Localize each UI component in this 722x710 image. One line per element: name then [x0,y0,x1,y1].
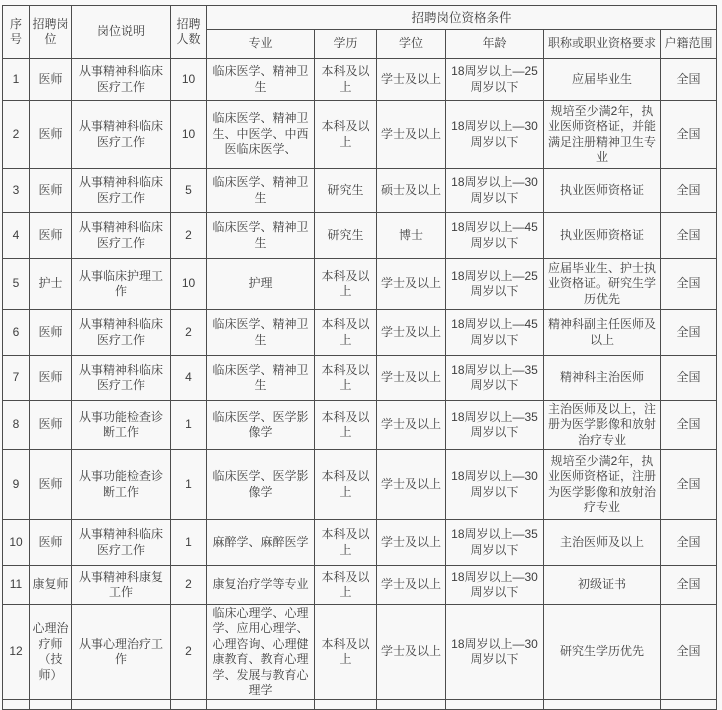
cell-no: 12 [3,605,30,700]
cell-education: 本科及以上 [315,356,377,401]
cell-description: 从事精神科临床医疗工作 [72,356,171,401]
cell-major: 临床心理学、心理学、应用心理学、心理咨询、心理健康教育、教育心理学、发展与教育心理学 [207,605,315,700]
cell-region: 全国 [661,450,717,520]
cell-degree: 学士及以上 [377,59,446,101]
empty-cell [72,700,171,710]
cell-education: 本科及以上 [315,101,377,169]
table-footer [3,700,717,710]
cell-region: 全国 [661,59,717,101]
cell-description: 从事精神科临床医疗工作 [72,101,171,169]
cell-age: 18周岁以上—30周岁以下 [446,566,544,605]
cell-age: 18周岁以上—35周岁以下 [446,520,544,566]
cell-major: 临床医学、精神卫生 [207,59,315,101]
cell-degree: 硕士及以上 [377,169,446,213]
cell-degree: 学士及以上 [377,520,446,566]
cell-qualification: 应届毕业生 [544,59,661,101]
cell-major: 临床医学、精神卫生 [207,310,315,356]
cell-count: 10 [171,59,207,101]
cell-position: 医师 [30,520,72,566]
header-count: 招聘人数 [171,6,207,59]
cell-major: 麻醉学、麻醉医学 [207,520,315,566]
cell-no: 9 [3,450,30,520]
table-row [3,566,717,605]
cell-count: 2 [171,310,207,356]
cell-no: 2 [3,101,30,169]
cell-no: 10 [3,520,30,566]
cell-qualification: 执业医师资格证 [544,169,661,213]
cell-count: 1 [171,520,207,566]
cell-description: 从事精神科康复工作 [72,566,171,605]
cell-education: 本科及以上 [315,566,377,605]
empty-cell [544,700,661,710]
cell-no: 4 [3,213,30,259]
cell-degree: 学士及以上 [377,401,446,450]
cell-no: 6 [3,310,30,356]
table-row [3,401,717,450]
cell-qualification: 研究生学历优先 [544,605,661,700]
cell-count: 2 [171,605,207,700]
cell-education: 本科及以上 [315,310,377,356]
cell-count: 2 [171,213,207,259]
cell-degree: 学士及以上 [377,310,446,356]
cell-age: 18周岁以上—30周岁以下 [446,101,544,169]
cell-education: 本科及以上 [315,450,377,520]
cell-region: 全国 [661,259,717,310]
cell-qualification: 规培至少满2年，执业医师资格证，并能满足注册精神卫生专业 [544,101,661,169]
cell-degree: 学士及以上 [377,605,446,700]
header-degree: 学位 [377,30,446,59]
cell-age: 18周岁以上—25周岁以下 [446,59,544,101]
cell-no: 3 [3,169,30,213]
cell-position: 康复师 [30,566,72,605]
cell-age: 18周岁以上—30周岁以下 [446,605,544,700]
table-row [3,520,717,566]
table-header [3,6,717,59]
cell-education: 本科及以上 [315,401,377,450]
cell-qualification: 精神科主治医师 [544,356,661,401]
table-body [3,59,717,700]
header-qualification: 职称或职业资格要求 [544,30,661,59]
cell-degree: 学士及以上 [377,101,446,169]
table-row [3,59,717,101]
cell-position: 护士 [30,259,72,310]
cell-position: 医师 [30,101,72,169]
cell-no: 8 [3,401,30,450]
cell-qualification: 规培至少满2年，执业医师资格证，注册为医学影像和放射治疗专业 [544,450,661,520]
cell-description: 从事精神科临床医疗工作 [72,169,171,213]
cell-region: 全国 [661,566,717,605]
cell-qualification: 精神科副主任医师及以上 [544,310,661,356]
cell-description: 从事功能检查诊断工作 [72,401,171,450]
cell-education: 研究生 [315,213,377,259]
cell-position: 医师 [30,169,72,213]
cell-count: 4 [171,356,207,401]
cell-major: 临床医学、精神卫生 [207,356,315,401]
empty-trailing-row [3,700,717,710]
cell-region: 全国 [661,310,717,356]
cell-major: 临床医学、精神卫生 [207,213,315,259]
cell-education: 本科及以上 [315,59,377,101]
cell-count: 10 [171,101,207,169]
cell-region: 全国 [661,213,717,259]
header-education: 学历 [315,30,377,59]
cell-age: 18周岁以上—35周岁以下 [446,356,544,401]
cell-description: 从事精神科临床医疗工作 [72,310,171,356]
empty-cell [3,700,30,710]
cell-degree: 学士及以上 [377,259,446,310]
cell-age: 18周岁以上—30周岁以下 [446,450,544,520]
cell-position: 医师 [30,356,72,401]
table-row [3,450,717,520]
cell-description: 从事临床护理工作 [72,259,171,310]
empty-cell [30,700,72,710]
cell-qualification: 主治医师及以上 [544,520,661,566]
cell-qualification: 执业医师资格证 [544,213,661,259]
cell-age: 18周岁以上—25周岁以下 [446,259,544,310]
cell-position: 医师 [30,450,72,520]
cell-region: 全国 [661,101,717,169]
cell-description: 从事精神科临床医疗工作 [72,520,171,566]
cell-region: 全国 [661,169,717,213]
cell-major: 临床医学、医学影像学 [207,401,315,450]
cell-description: 从事精神科临床医疗工作 [72,213,171,259]
header-no: 序号 [3,6,30,59]
empty-cell [446,700,544,710]
cell-description: 从事精神科临床医疗工作 [72,59,171,101]
cell-no: 11 [3,566,30,605]
table-row [3,101,717,169]
header-description: 岗位说明 [72,6,171,59]
cell-no: 5 [3,259,30,310]
cell-no: 1 [3,59,30,101]
cell-count: 1 [171,401,207,450]
cell-qualification: 初级证书 [544,566,661,605]
cell-count: 5 [171,169,207,213]
empty-cell [171,700,207,710]
cell-position: 医师 [30,59,72,101]
cell-qualification: 应届毕业生、护士执业资格证。研究生学历优先 [544,259,661,310]
header-major: 专业 [207,30,315,59]
cell-count: 10 [171,259,207,310]
cell-age: 18周岁以上—45周岁以下 [446,213,544,259]
cell-education: 本科及以上 [315,520,377,566]
cell-education: 本科及以上 [315,605,377,700]
table-row [3,169,717,213]
cell-degree: 学士及以上 [377,356,446,401]
header-row-group [3,6,717,30]
cell-major: 临床医学、医学影像学 [207,450,315,520]
cell-position: 医师 [30,401,72,450]
cell-degree: 学士及以上 [377,450,446,520]
header-region: 户籍范围 [661,30,717,59]
cell-major: 康复治疗学等专业 [207,566,315,605]
cell-description: 从事心理治疗工作 [72,605,171,700]
cell-major: 护理 [207,259,315,310]
empty-cell [377,700,446,710]
cell-major: 临床医学、精神卫生、中医学、中西医临床医学、 [207,101,315,169]
empty-cell [315,700,377,710]
cell-position: 心理治疗师（技师） [30,605,72,700]
cell-position: 医师 [30,213,72,259]
cell-education: 本科及以上 [315,259,377,310]
header-age: 年龄 [446,30,544,59]
cell-education: 研究生 [315,169,377,213]
cell-region: 全国 [661,356,717,401]
cell-region: 全国 [661,605,717,700]
cell-degree: 学士及以上 [377,566,446,605]
cell-age: 18周岁以上—30周岁以下 [446,169,544,213]
cell-degree: 博士 [377,213,446,259]
empty-cell [661,700,717,710]
cell-age: 18周岁以上—35周岁以下 [446,401,544,450]
cell-count: 2 [171,566,207,605]
cell-count: 1 [171,450,207,520]
header-qualification-group: 招聘岗位资格条件 [207,6,717,30]
cell-major: 临床医学、精神卫生 [207,169,315,213]
cell-region: 全国 [661,520,717,566]
cell-age: 18周岁以上—45周岁以下 [446,310,544,356]
table-row [3,605,717,700]
cell-position: 医师 [30,310,72,356]
table-row [3,213,717,259]
cell-qualification: 主治医师及以上，注册为医学影像和放射治疗专业 [544,401,661,450]
cell-description: 从事功能检查诊断工作 [72,450,171,520]
cell-region: 全国 [661,401,717,450]
table-row [3,310,717,356]
table-row [3,356,717,401]
header-position: 招聘岗位 [30,6,72,59]
table-row [3,259,717,310]
empty-cell [207,700,315,710]
cell-no: 7 [3,356,30,401]
recruitment-positions-table [2,5,717,710]
